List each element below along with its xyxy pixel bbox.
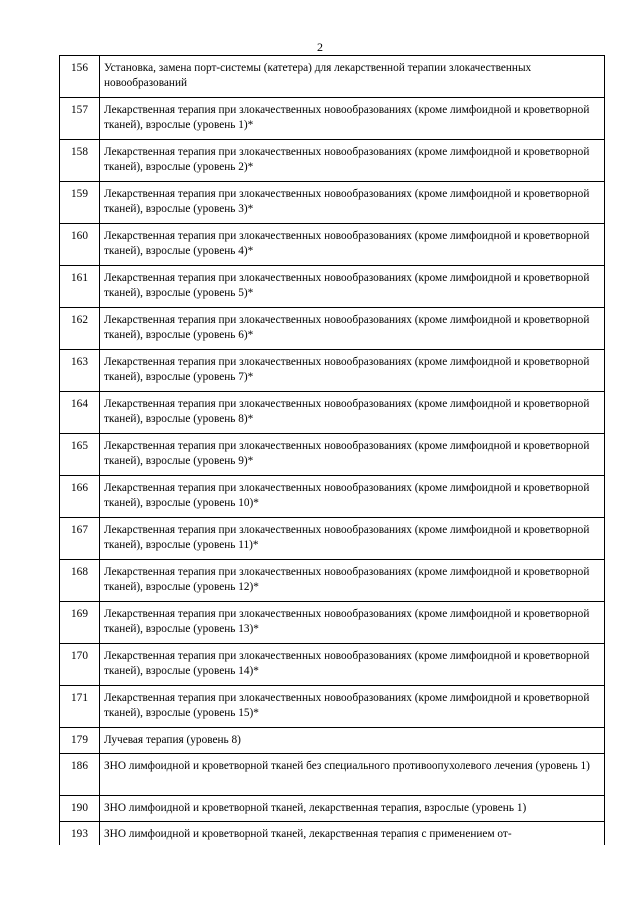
row-description: ЗНО лимфоидной и кроветворной тканей, лекарственная терапия с применением от-	[100, 822, 605, 846]
row-description: ЗНО лимфоидной и кроветворной тканей без специального противоопухолевого лечения (уровень 1)	[100, 754, 605, 796]
row-code: 161	[60, 266, 100, 308]
row-code: 193	[60, 822, 100, 846]
table-row	[60, 796, 605, 822]
table-row	[60, 392, 605, 434]
row-code: 171	[60, 686, 100, 728]
table-row	[60, 56, 605, 98]
table-row	[60, 98, 605, 140]
row-description: Лекарственная терапия при злокачественных новообразованиях (кроме лимфоидной и кроветворной тканей), взрослые (уровень 1)*	[100, 98, 605, 140]
row-code: 166	[60, 476, 100, 518]
row-code: 160	[60, 224, 100, 266]
table-row	[60, 518, 605, 560]
row-code: 157	[60, 98, 100, 140]
row-description: Лекарственная терапия при злокачественных новообразованиях (кроме лимфоидной и кроветворной тканей), взрослые (уровень 4)*	[100, 224, 605, 266]
table-row	[60, 728, 605, 754]
row-description: Лекарственная терапия при злокачественных новообразованиях (кроме лимфоидной и кроветворной тканей), взрослые (уровень 13)*	[100, 602, 605, 644]
row-code: 168	[60, 560, 100, 602]
row-code: 179	[60, 728, 100, 754]
row-code: 165	[60, 434, 100, 476]
row-code: 159	[60, 182, 100, 224]
row-code: 167	[60, 518, 100, 560]
table-row	[60, 224, 605, 266]
table-row	[60, 754, 605, 796]
table-row	[60, 560, 605, 602]
row-code: 163	[60, 350, 100, 392]
row-code: 186	[60, 754, 100, 796]
table-row	[60, 602, 605, 644]
row-code: 170	[60, 644, 100, 686]
row-description: Лекарственная терапия при злокачественных новообразованиях (кроме лимфоидной и кроветворной тканей), взрослые (уровень 9)*	[100, 434, 605, 476]
table-row	[60, 476, 605, 518]
row-description: Лекарственная терапия при злокачественных новообразованиях (кроме лимфоидной и кроветворной тканей), взрослые (уровень 10)*	[100, 476, 605, 518]
row-description: Лекарственная терапия при злокачественных новообразованиях (кроме лимфоидной и кроветворной тканей), взрослые (уровень 6)*	[100, 308, 605, 350]
table-row	[60, 266, 605, 308]
row-description: ЗНО лимфоидной и кроветворной тканей, лекарственная терапия, взрослые (уровень 1)	[100, 796, 605, 822]
row-description: Лекарственная терапия при злокачественных новообразованиях (кроме лимфоидной и кроветворной тканей), взрослые (уровень 14)*	[100, 644, 605, 686]
row-code: 164	[60, 392, 100, 434]
table-row	[60, 686, 605, 728]
row-description: Лекарственная терапия при злокачественных новообразованиях (кроме лимфоидной и кроветворной тканей), взрослые (уровень 7)*	[100, 350, 605, 392]
row-description: Лекарственная терапия при злокачественных новообразованиях (кроме лимфоидной и кроветворной тканей), взрослые (уровень 11)*	[100, 518, 605, 560]
table-row	[60, 308, 605, 350]
row-description: Лекарственная терапия при злокачественных новообразованиях (кроме лимфоидной и кроветворной тканей), взрослые (уровень 12)*	[100, 560, 605, 602]
row-description: Лекарственная терапия при злокачественных новообразованиях (кроме лимфоидной и кроветворной тканей), взрослые (уровень 3)*	[100, 182, 605, 224]
row-description: Лекарственная терапия при злокачественных новообразованиях (кроме лимфоидной и кроветворной тканей), взрослые (уровень 5)*	[100, 266, 605, 308]
table-row	[60, 182, 605, 224]
row-description: Лекарственная терапия при злокачественных новообразованиях (кроме лимфоидной и кроветворной тканей), взрослые (уровень 2)*	[100, 140, 605, 182]
row-description: Лучевая терапия (уровень 8)	[100, 728, 605, 754]
row-code: 169	[60, 602, 100, 644]
table-row	[60, 822, 605, 846]
tariff-table	[59, 55, 605, 845]
row-code: 158	[60, 140, 100, 182]
row-description: Лекарственная терапия при злокачественных новообразованиях (кроме лимфоидной и кроветворной тканей), взрослые (уровень 8)*	[100, 392, 605, 434]
table-row	[60, 434, 605, 476]
row-code: 190	[60, 796, 100, 822]
table-row	[60, 140, 605, 182]
page-number: 2	[317, 40, 323, 54]
table-row	[60, 350, 605, 392]
row-code: 162	[60, 308, 100, 350]
row-code: 156	[60, 56, 100, 98]
table-row	[60, 644, 605, 686]
row-description: Установка, замена порт-системы (катетера) для лекарственной терапии злокачественных новообразований	[100, 56, 605, 98]
row-description: Лекарственная терапия при злокачественных новообразованиях (кроме лимфоидной и кроветворной тканей), взрослые (уровень 15)*	[100, 686, 605, 728]
